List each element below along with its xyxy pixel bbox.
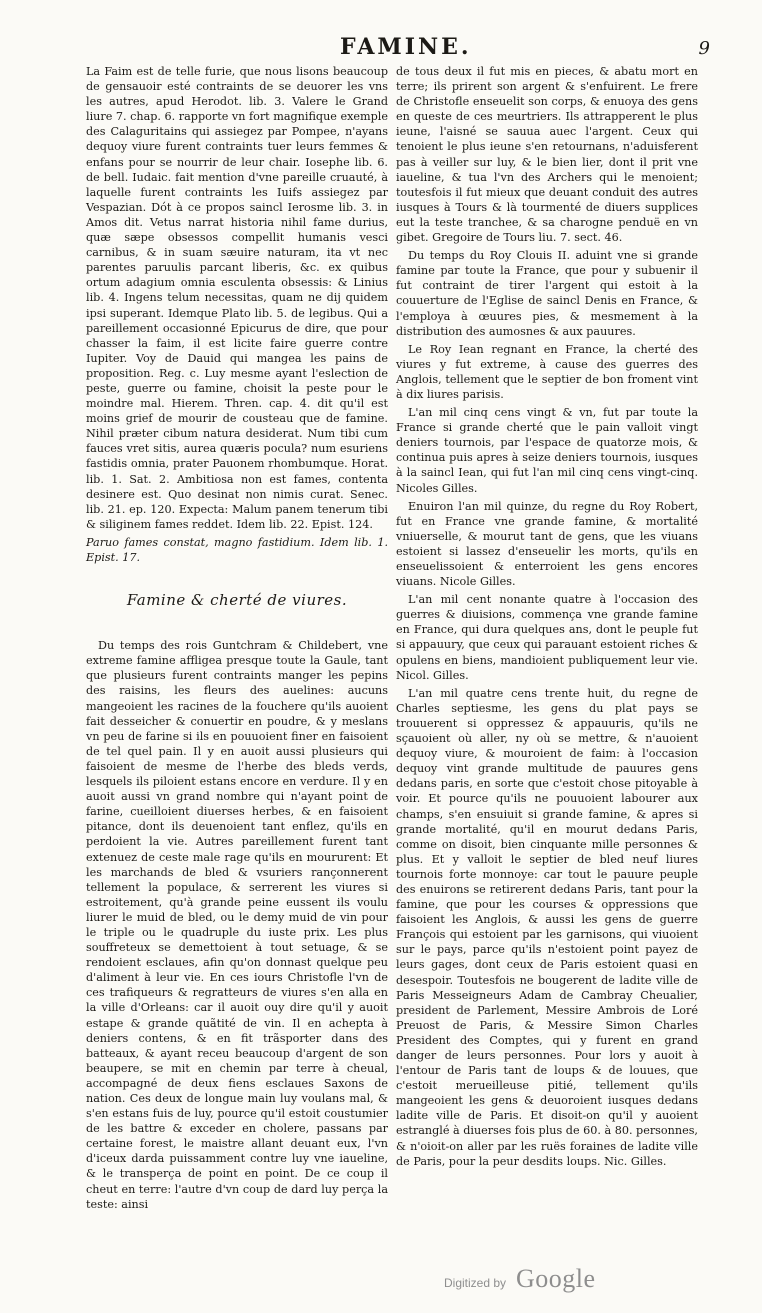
section-heading: Famine & cherté de viures. xyxy=(126,591,348,610)
paragraph-1015: Enuiron l'an mil quinze, du regne du Roy Robert, fut en France vne grande famine, & mortalité vniuerselle, & mourut tant de gens, que les viuans estoient si lassez d'enseuelir les morts, qu'ils en enseuelissoient & enterroient les gens encores viuans. Nicole Gilles. xyxy=(396,499,698,589)
paragraph-1194: L'an mil cent nonante quatre à l'occasion des guerres & diuisions, commença vne grande famine en France, qui dura quelques ans, dont le peuple fut si appauury, que ceux qui parauant estoient riches & opulens en biens, mandioient publiquement leur vie. Nicol. Gilles. xyxy=(396,593,698,682)
digitized-watermark xyxy=(444,1266,604,1296)
paragraph-clouis: Du temps du Roy Clouis II. aduint vne si grande famine par toute la France, que pour y subuenir il fut contraint de tirer l'argent qui estoit à la couuerture de l'Eglise de saincl Denis en France, & l'employa à œuures pies, & mesmement à la distribution des aumosnes & aux pauures. xyxy=(396,249,698,338)
paragraph-seneca-quote: Paruo fames constat, magno fastidium. Idem lib. 1. Epist. 17. xyxy=(86,535,388,564)
paragraph-1521: L'an mil cinq cens vingt & vn, fut par toute la France si grande cherté que le pain valloit vingt deniers tournois, par l'espace de quatorze mois, & continua puis apres à seize deniers tournois, iusques à la saincl Iean, qui fut l'an mil cinq cens vingt-cinq. Nicoles Gilles. xyxy=(396,406,698,495)
right-column xyxy=(396,64,698,1172)
watermark-prefix: Digitized by xyxy=(444,1276,507,1290)
page-header xyxy=(330,34,710,68)
running-title: FAMINE. xyxy=(340,34,472,60)
google-logo: Google xyxy=(516,1264,596,1293)
paragraph-1438: L'an mil quatre cens trente huit, du regne de Charles septiesme, les gens du plat pays se trouuerent si oppressez & appauuris, qu'ils ne sçauoient où aller, ny où se mettre, & n'auoient dequoy viure, & mouroient de faim: à l'occasion dequoy vint grande multitude de pauures gens dedans paris, en sorte que c'estoit chose pitoyable à voir. Et pource qu'ils ne pouuoient labourer aux champs, s'en ensuiuit si grande famine, & apres si grande mortalité, qu'il en mourut dedans Paris, comme on disoit, bien cinquante mille personnes & plus. Et y valloit le septier de bled neuf liures tournois forte monnoye: car tout le pauure peuple des enuirons se retirerent dedans Paris, tant pour la famine, que pour les courses & oppressions que faisoient les Anglois, & aussi les gens de guerre François qui estoient par les garnisons, qui viuoient sur le pays, parce qu'ils n'estoient point payez de leurs gages, dont ceux de Paris estoient quasi en desespoir. Toutesfois ne bougerent de ladite ville de Paris Messeigneurs Adam de Cambray Cheualier, president de Parlement, Messire Ambrois de Loré Preuost de Paris, & Messire Simon Charles President des Comptes, qui y furent en grand danger de leurs personnes. Pour lors y auoit à l'entour de Paris tant de loups & de louues, que c'estoit merueilleuse pitié, tellement qu'ils mangeoient les gens & deuoroient iusques dedans ladite ville de Paris. Et disoit-on qu'il y auoient estranglé à diuerses fois plus de 60. à 80. personnes, & n'oioit-on aller par les ruës foraines de ladite ville de Paris, pour la peur desdits loups. Nic. Gilles. xyxy=(396,686,698,1168)
page-number: 9 xyxy=(698,38,710,59)
paragraph-guntchram: Du temps des rois Guntchram & Childebert, vne extreme famine affligea presque toute la Gaule, tant que plusieurs furent contraints manger les pepins des raisins, les fleurs des auelines: aucuns mangeoient les racines de la fouchere qu'ils auoient fait desseicher & conuertir en poudre, & y meslans vn peu de farine si ils en pouuoient finer en faisoient de tel quel pain. Il y en auoit aussi plusieurs qui faisoient de mesme de l'herbe des bleds verds, lesquels ils piloient estans encore en verdure. Il y en auoit aussi vn grand nombre qui n'ayant point de farine, cueilloient diuerses herbes, & en faisoient pitance, dont ils deuenoient tant enflez, qu'ils en perdoient la vie. Autres pareillement furent tant extenuez de ceste male rage qu'ils en moururent: Et les marchands de bled & vsuriers rançonnerent tellement la populace, & serrerent les viures si estroitement, qu'à grande peine eussent ils voulu liurer le muid de bled, ou le demy muid de vin pour le triple ou le quadruple du iuste prix. Les plus souffreteux se demettoient à tout setuage, & se rendoient esclaues, afin qu'on donnast quelque peu d'aliment à leur vie. En ces iours Christofle l'vn de ces trafiqueurs & regratteurs de viures s'en alla en la ville d'Orleans: car il auoit ouy dire qu'il y auoit estape & grande quãtité de vin. Il en achepta à deniers contens, & en fit trãsporter dans des batteaux, & ayant receu beaucoup d'argent de son beaupere, se mit en chemin par terre à cheual, accompagné de deux fiens esclaues Saxons de nation. Ces deux de longue main luy voulans mal, & s'en estans fuis de luy, pource qu'il estoit coustumier de les battre & exceder en cholere, passans par certaine forest, le maistre allant deuant eux, l'vn d'iceux darda puissamment contre luy vne iaueline, & le transperça de point en point. De ce coup il cheut en terre: l'autre d'vn coup de dard luy perça la teste: ainsi xyxy=(86,639,388,1211)
paragraph-faim-furie: La Faim est de telle furie, que nous lisons beaucoup de gensauoir esté contraints de se deuorer les vns les autres, apud Herodot. lib. 3. Valere le Grand liure 7. chap. 6. rapporte vn fort magnifique exemple des Calaguritains qui assiegez par Pompee, n'ayans dequoy viure furent contraints tuer leurs femmes & enfans pour se nourrir de leur chair. Iosephe lib. 6. de bell. Iudaic. fait mention d'vne pareille cruauté, à laquelle furent contraints les Iuifs assiegez par Vespazian. Dót à ce propos saincl Ierosme lib. 3. in Amos dit. Vetus narrat historia nihil fame durius, quæ sæpe obsessos compellit humanis vesci carnibus, & in suam sæuire naturam, ita vt nec parentes paruulis parcant liberis, &c. ex quibus ortum adagium omnia esculenta obsessis: & Linius lib. 4. Ingens telum necessitas, quam ne dij quidem ipsi superant. Idemque Plato lib. 5. de legibus. Qui a pareillement occasionné Epicurus de dire, que pour chasser la faim, il est licite faire guerre contre Iupiter. Voy de Dauid qui mangea les pains de proposition. Reg. c. Luy mesme ayant l'eslection de peste, guerre ou famine, choisit la peste pour le moindre mal. Hierem. Thren. cap. 4. dit qu'il est moins grief de mourir de cousteau que de famine. Nihil præter cibum natura desiderat. Num tibi cum fauces vret sitis, aurea quæris pocula? num esuriens fastidis omnia, prater Pauonem rhombumque. Horat. lib. 1. Sat. 2. Ambitiosa non est fames, contenta desinere est. Quo desinat non nimis curat. Senec. lib. 21. ep. 120. Expecta: Malum panem tenerum tibi & siliginem fames reddet. Idem lib. 22. Epist. 124. xyxy=(86,65,388,531)
left-column xyxy=(86,64,388,1215)
paragraph-christofle: de tous deux il fut mis en pieces, & abatu mort en terre; ils prirent son argent & s'enfuirent. Le frere de Christofle enseuelit son corps, & enuoya des gens en queste de ces meurtriers. Ils attrapperent le plus ieune, l'aisné se sauua auec l'argent. Ceux qui tenoient le plus ieune s'en retournans, n'aduisferent pas à veiller sur luy, & le bien lier, dont il prit vne iaueline, & tua l'vn des Archers qui le menoient; toutesfois il fut mieux que deuant conduit des autres iusques à Tours & là tourmenté de diuers supplices eut la teste tranchee, & sa charogne penduë en vn gibet. Gregoire de Tours liu. 7. sect. 46. xyxy=(396,65,698,245)
paragraph-roy-iean: Le Roy Iean regnant en France, la cherté des viures y fut extreme, à cause des guerres des Anglois, tellement que le septier de bon froment vint à dix liures parisis. xyxy=(396,342,698,401)
